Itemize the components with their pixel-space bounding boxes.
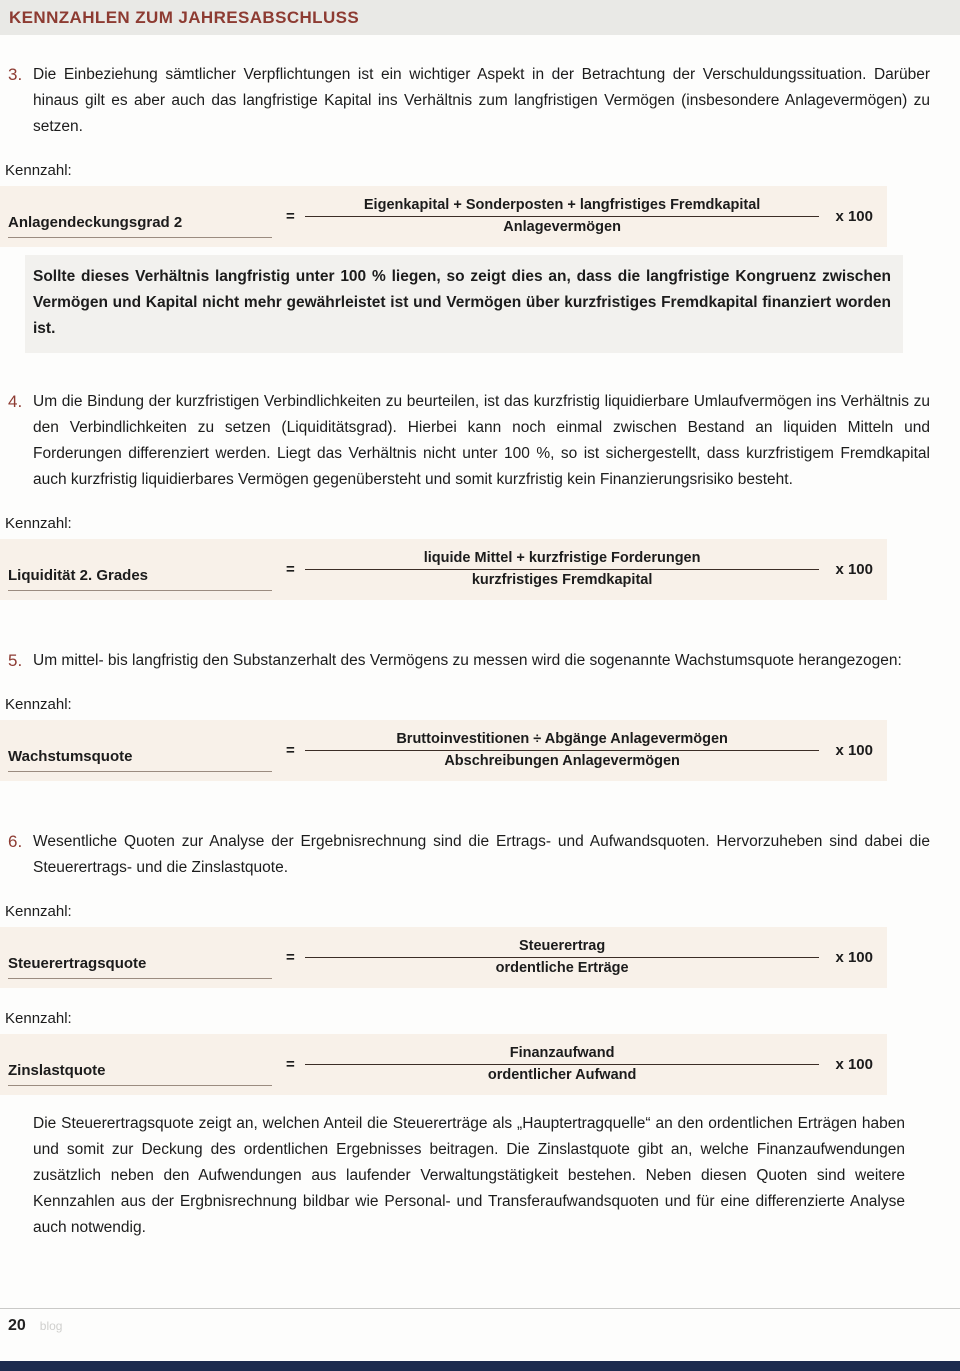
section-6 [0, 829, 960, 881]
equals-sign: = [286, 1056, 295, 1073]
kennzahl-label: Kennzahl: [5, 903, 72, 920]
section-text: Die Einbeziehung sämtlicher Verpflichtungen ist ein wichtiger Aspekt in der Betrachtung der Verschuldungssituation. Darüber hinaus gilt es aber auch das langfristige Kapital ins Verhältnis zum langfristigen Vermögen (insbesondere Anlagevermögen) zu setzen. [33, 66, 930, 135]
section-number: 6. [8, 832, 23, 851]
section-3 [0, 62, 960, 140]
footer-bar [0, 1361, 960, 1371]
formula-multiplier: x 100 [835, 742, 873, 759]
kennzahl-label: Kennzahl: [5, 696, 72, 713]
formula-box-steuerertragsquote [0, 927, 887, 988]
kennzahl-label: Kennzahl: [5, 1010, 72, 1027]
formula-denominator: Anlagevermögen [503, 219, 621, 235]
page-number: 20 [8, 1317, 26, 1334]
section-number: 3. [8, 65, 23, 84]
formula-name: Steuerertragsquote [8, 955, 272, 979]
formula-numerator: Finanzaufwand [509, 1045, 615, 1061]
footer-row [0, 1317, 960, 1335]
formula-fraction [305, 1043, 820, 1086]
formula-numerator: Steuerertrag [518, 938, 606, 954]
equals-sign: = [286, 742, 295, 759]
formula-box-anlagendeckungsgrad [0, 186, 887, 247]
page-title: KENNZAHLEN ZUM JAHRESABSCHLUSS [9, 7, 360, 27]
formula-multiplier: x 100 [835, 561, 873, 578]
formula-denominator: kurzfristiges Fremdkapital [471, 572, 653, 588]
note-box: Sollte dieses Verhältnis langfristig unter 100 % liegen, so zeigt dies an, dass die langfristige Kongruenz zwischen Vermögen und Kapital nicht mehr gewährleistet ist und Vermögen über kurzfristiges Fremdkapital finanziert worden ist. [25, 255, 903, 353]
section-number: 4. [8, 392, 23, 411]
formula-fraction [305, 548, 820, 591]
closing-paragraph: Die Steuerertragsquote zeigt an, welchen Anteil die Steuererträge als „Hauptertragquelle“ an den ordentlichen Erträgen haben und somit zur Deckung des ordentlichen Ergebnisses beitragen. Die Zinslastquote gibt an, welche Finanzaufwendungen zusätzlich neben den Aufwendungen aus laufender Verwaltungstätigkeit bestehen. Neben diesen Quoten sind weitere Kennzahlen aus der Ergbnisrechnung bildbar wie Personal- und Transferaufwandsquoten und für eine differenzierte Analyse auch notwendig. [33, 1115, 905, 1236]
formula-denominator: Abschreibungen Anlagevermögen [444, 753, 680, 769]
equals-sign: = [286, 561, 295, 578]
section-4 [0, 389, 960, 493]
formula-fraction [305, 936, 820, 979]
formula-multiplier: x 100 [835, 949, 873, 966]
formula-box-zinslastquote [0, 1034, 887, 1095]
page-footer [0, 1308, 960, 1371]
section-text: Um die Bindung der kurzfristigen Verbindlichkeiten zu beurteilen, ist das kurzfristig liquidierbare Umlaufvermögen ins Verhältnis zu den Verbindlichkeiten zu setzen (Liquiditätsgrad). Hierbei kann noch einmal zwischen Bestand an liquiden Mitteln und Forderungen differenziert werden. Liegt das Verhältnis nicht unter 100 %, so ist sichergestellt, dass kurzfristigem Fremdkapital auch kurzfristig liquidierbares Vermögen gegenübersteht und somit kurzfristig kein Finanzierungsrisiko besteht. [33, 393, 930, 488]
equals-sign: = [286, 949, 295, 966]
section-number: 5. [8, 651, 23, 670]
formula-numerator: Eigenkapital + Sonderposten + langfristiges Fremdkapital [363, 197, 761, 213]
formula-name: Zinslastquote [8, 1062, 272, 1086]
formula-multiplier: x 100 [835, 1056, 873, 1073]
formula-multiplier: x 100 [835, 208, 873, 225]
kennzahl-label: Kennzahl: [5, 515, 72, 532]
formula-denominator: ordentliche Erträge [495, 960, 629, 976]
formula-numerator: liquide Mittel + kurzfristige Forderungen [423, 550, 701, 566]
formula-fraction [305, 195, 820, 238]
section-5 [0, 648, 960, 674]
page-header [0, 0, 960, 35]
formula-box-liquiditaet [0, 539, 887, 600]
formula-box-wachstumsquote [0, 720, 887, 781]
formula-name: Wachstumsquote [8, 748, 272, 772]
section-text: Um mittel- bis langfristig den Substanzerhalt des Vermögens zu messen wird die sogenannte Wachstumsquote herangezogen: [33, 652, 902, 669]
formula-name: Liquidität 2. Grades [8, 567, 272, 591]
footer-rule [0, 1308, 960, 1309]
section-text: Wesentliche Quoten zur Analyse der Ergebnisrechnung sind die Ertrags- und Aufwandsquoten. Hervorzuheben sind dabei die Steuerertrags- und die Zinslastquote. [33, 833, 930, 876]
formula-denominator: ordentlicher Aufwand [487, 1067, 637, 1083]
formula-name: Anlagendeckungsgrad 2 [8, 214, 272, 238]
kennzahl-label: Kennzahl: [5, 162, 72, 179]
formula-numerator: Bruttoinvestitionen ÷ Abgänge Anlagevermögen [396, 731, 728, 747]
footer-watermark: blog [39, 1319, 63, 1333]
equals-sign: = [286, 208, 295, 225]
formula-fraction [305, 729, 820, 772]
